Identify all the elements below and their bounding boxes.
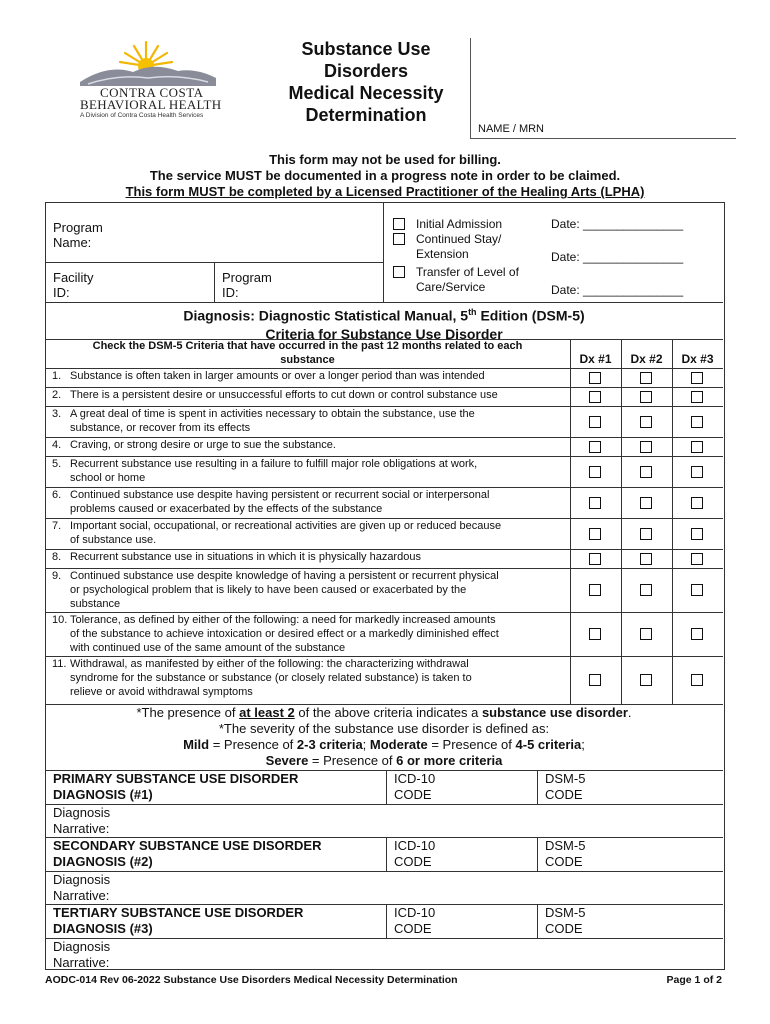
- dx2-column-header: Dx #2: [630, 352, 663, 366]
- criterion-text: with continued use of the same amount of the substance: [70, 642, 346, 654]
- program-name-label: Program Name:: [53, 220, 103, 250]
- divider: [45, 871, 723, 872]
- initial-admission-checkbox[interactable]: [393, 218, 405, 230]
- footer-form-id: AODC-014 Rev 06-2022 Substance Use Disorders Medical Necessity Determination: [45, 974, 458, 986]
- criterion-number: 8.: [52, 551, 62, 563]
- criterion-number: 11.: [52, 658, 67, 670]
- criterion-number: 9.: [52, 570, 62, 582]
- diagnosis-section-title: Diagnosis: Diagnostic Statistical Manual, 5th Edition (DSM-5) Criteria for Substance Use Disorder: [183, 307, 585, 342]
- criterion-3-dx1-checkbox[interactable]: [589, 416, 601, 428]
- criterion-row: [52, 613, 570, 655]
- criterion-number: 6.: [52, 489, 62, 501]
- criterion-11-dx2-checkbox[interactable]: [640, 674, 652, 686]
- divider: [45, 938, 723, 939]
- criterion-number: 5.: [52, 458, 62, 470]
- criterion-10-dx3-checkbox[interactable]: [691, 628, 703, 640]
- criterion-8-dx2-checkbox[interactable]: [640, 553, 652, 565]
- divider: [383, 202, 384, 302]
- criterion-11-dx1-checkbox[interactable]: [589, 674, 601, 686]
- criterion-5-dx3-checkbox[interactable]: [691, 466, 703, 478]
- criterion-7-dx2-checkbox[interactable]: [640, 528, 652, 540]
- criterion-1-dx3-checkbox[interactable]: [691, 372, 703, 384]
- divider: [214, 262, 215, 302]
- divider: [386, 904, 387, 938]
- criterion-text: substance: [70, 598, 121, 610]
- criterion-row: [52, 569, 570, 611]
- criterion-5-dx2-checkbox[interactable]: [640, 466, 652, 478]
- criterion-5-dx1-checkbox[interactable]: [589, 466, 601, 478]
- diagnosis-3-title: TERTIARY SUBSTANCE USE DISORDER DIAGNOSIS (#3): [53, 905, 304, 936]
- diagnosis-2-narrative[interactable]: Diagnosis Narrative:: [53, 872, 111, 903]
- notice-line-1: This form may not be used for billing.: [269, 152, 501, 167]
- criterion-number: 10.: [52, 614, 68, 626]
- criterion-row: [52, 519, 570, 547]
- criterion-8-dx3-checkbox[interactable]: [691, 553, 703, 565]
- criterion-1-dx2-checkbox[interactable]: [640, 372, 652, 384]
- criterion-text: Continued substance use despite knowledge of having a persistent or recurrent physical: [70, 570, 499, 582]
- contra-costa-logo: [78, 38, 222, 124]
- criterion-number: 1.: [52, 370, 62, 382]
- criterion-6-dx3-checkbox[interactable]: [691, 497, 703, 509]
- criterion-11-dx3-checkbox[interactable]: [691, 674, 703, 686]
- criterion-row: [52, 488, 570, 516]
- divider: [537, 837, 538, 871]
- diagnosis-1-icd10-code[interactable]: ICD-10 CODE: [394, 771, 436, 802]
- form-title-line-3: Medical Necessity: [288, 83, 444, 103]
- criterion-row: [52, 407, 570, 435]
- notice-line-2: The service MUST be documented in a progress note in order to be claimed.: [149, 168, 621, 183]
- transfer-level-date[interactable]: Date: _______________: [551, 283, 684, 297]
- severity-definition: *The presence of at least 2 of the above criteria indicates a substance use disorder. *The severity of the substance use disorder is defined as: Mild = Presence of 2-3 criteria; Moderate = Presence of 4-5 criteria; Severe = Presence of 6 or more criteria: [136, 705, 632, 768]
- program-id-label: Program ID:: [222, 270, 272, 300]
- name-mrn-label: NAME / MRN: [478, 123, 544, 135]
- notice-line-3: This form MUST be completed by a Licensed Practitioner of the Healing Arts (LPHA): [125, 184, 645, 199]
- criterion-text: Recurrent substance use in situations in which it is physically hazardous: [70, 551, 421, 563]
- diagnosis-1-narrative[interactable]: Diagnosis Narrative:: [53, 805, 111, 836]
- criterion-text: A great deal of time is spent in activities necessary to obtain the substance, use the: [70, 408, 475, 420]
- divider: [621, 339, 622, 704]
- divider: [570, 339, 571, 704]
- diagnosis-3-narrative[interactable]: Diagnosis Narrative:: [53, 939, 111, 970]
- title-divider: [470, 38, 471, 138]
- divider: [386, 837, 387, 871]
- criterion-4-dx1-checkbox[interactable]: [589, 441, 601, 453]
- criterion-text: Important social, occupational, or recreational activities are given up or reduced because: [70, 520, 502, 532]
- criterion-text: Continued substance use despite having persistent or recurrent social or interpersonal: [70, 489, 490, 501]
- logo-line-2: BEHAVIORAL HEALTH: [80, 97, 222, 112]
- logo-line-1: CONTRA COSTA: [100, 85, 204, 100]
- criterion-3-dx2-checkbox[interactable]: [640, 416, 652, 428]
- criterion-row: [52, 438, 570, 452]
- diagnosis-2-icd10-code[interactable]: ICD-10 CODE: [394, 838, 436, 869]
- divider: [386, 770, 387, 804]
- criterion-10-dx2-checkbox[interactable]: [640, 628, 652, 640]
- criterion-row: [52, 550, 570, 564]
- criterion-2-dx2-checkbox[interactable]: [640, 391, 652, 403]
- continued-stay-date[interactable]: Date: _______________: [551, 250, 684, 264]
- divider: [537, 904, 538, 938]
- criterion-row: [52, 657, 570, 699]
- divider: [537, 770, 538, 804]
- criterion-9-dx1-checkbox[interactable]: [589, 584, 601, 596]
- logo-line-3: A Division of Contra Costa Health Services: [80, 112, 204, 119]
- criteria-header: Check the DSM-5 Criteria that have occurred in the past 12 months related to each substance: [92, 340, 523, 366]
- criterion-row: [52, 457, 570, 485]
- name-mrn-field[interactable]: [470, 138, 736, 139]
- criterion-text: relieve or avoid withdrawal symptoms: [70, 686, 253, 698]
- continued-stay-checkbox[interactable]: [393, 233, 405, 245]
- criterion-text: Substance is often taken in larger amounts or over a longer period than was intended: [70, 370, 485, 382]
- criterion-text: There is a persistent desire or unsuccessful efforts to cut down or control substance use: [70, 389, 498, 401]
- criterion-number: 7.: [52, 520, 62, 532]
- criterion-text: substance, or recover from its effects: [70, 422, 251, 434]
- form-title-line-2: Disorders: [323, 61, 409, 81]
- criterion-text: school or home: [70, 472, 146, 484]
- divider: [672, 339, 673, 704]
- criterion-number: 4.: [52, 439, 62, 451]
- criterion-text: of substance use.: [70, 534, 157, 546]
- criterion-text: or psychological problem that is likely to have been caused or exacerbated by the: [70, 584, 467, 596]
- criterion-7-dx1-checkbox[interactable]: [589, 528, 601, 540]
- transfer-level-checkbox[interactable]: [393, 266, 405, 278]
- diagnosis-3-icd10-code[interactable]: ICD-10 CODE: [394, 905, 436, 936]
- dx3-column-header: Dx #3: [681, 352, 714, 366]
- criterion-9-dx2-checkbox[interactable]: [640, 584, 652, 596]
- criterion-6-dx1-checkbox[interactable]: [589, 497, 601, 509]
- criterion-8-dx1-checkbox[interactable]: [589, 553, 601, 565]
- criterion-9-dx3-checkbox[interactable]: [691, 584, 703, 596]
- dx1-column-header: Dx #1: [579, 352, 612, 366]
- criterion-number: 3.: [52, 408, 62, 420]
- diagnosis-3-dsm5-code[interactable]: DSM-5 CODE: [545, 905, 586, 936]
- criterion-text: Recurrent substance use resulting in a failure to fulfill major role obligations at work,: [70, 458, 478, 470]
- criterion-text: of the substance to achieve intoxication or desired effect or a markedly diminished effect: [70, 628, 499, 640]
- criterion-1-dx1-checkbox[interactable]: [589, 372, 601, 384]
- criterion-10-dx1-checkbox[interactable]: [589, 628, 601, 640]
- criterion-row: [52, 369, 570, 383]
- criterion-7-dx3-checkbox[interactable]: [691, 528, 703, 540]
- criterion-2-dx1-checkbox[interactable]: [589, 391, 601, 403]
- facility-id-label: Facility ID:: [53, 270, 94, 300]
- continued-stay-label: Continued Stay/ Extension: [416, 232, 502, 261]
- diagnosis-1-title: PRIMARY SUBSTANCE USE DISORDER DIAGNOSIS (#1): [53, 771, 299, 802]
- diagnosis-2-title: SECONDARY SUBSTANCE USE DISORDER DIAGNOSIS (#2): [53, 838, 322, 869]
- sun-mountain-icon: [78, 38, 218, 86]
- form-title: [262, 38, 470, 126]
- criterion-6-dx2-checkbox[interactable]: [640, 497, 652, 509]
- form-title-line-4: Determination: [305, 105, 427, 125]
- criterion-text: Craving, or strong desire or urge to sue the substance.: [70, 439, 336, 451]
- criterion-4-dx2-checkbox[interactable]: [640, 441, 652, 453]
- criterion-text: Tolerance, as defined by either of the following: a need for markedly increased amounts: [70, 614, 496, 626]
- criterion-2-dx3-checkbox[interactable]: [691, 391, 703, 403]
- criterion-row: [52, 388, 570, 402]
- criterion-3-dx3-checkbox[interactable]: [691, 416, 703, 428]
- criterion-text: Withdrawal, as manifested by either of the following: the characterizing withdrawal: [70, 658, 469, 670]
- transfer-level-label: Transfer of Level of Care/Service: [416, 265, 519, 294]
- divider: [45, 804, 723, 805]
- diagnosis-1-dsm5-code[interactable]: DSM-5 CODE: [545, 771, 586, 802]
- criterion-number: 2.: [52, 389, 62, 401]
- criterion-4-dx3-checkbox[interactable]: [691, 441, 703, 453]
- diagnosis-2-dsm5-code[interactable]: DSM-5 CODE: [545, 838, 586, 869]
- billing-notice: [30, 152, 740, 200]
- footer-page-number: Page 1 of 2: [666, 974, 722, 986]
- criterion-text: problems caused or exacerbated by the effects of the substance: [70, 503, 383, 515]
- initial-admission-date[interactable]: Date: _______________: [551, 217, 684, 231]
- initial-admission-label: Initial Admission: [416, 217, 503, 231]
- criterion-text: syndrome for the substance or substance (or closely related substance) is taken to: [70, 672, 472, 684]
- form-title-line-1: Substance Use: [301, 39, 431, 59]
